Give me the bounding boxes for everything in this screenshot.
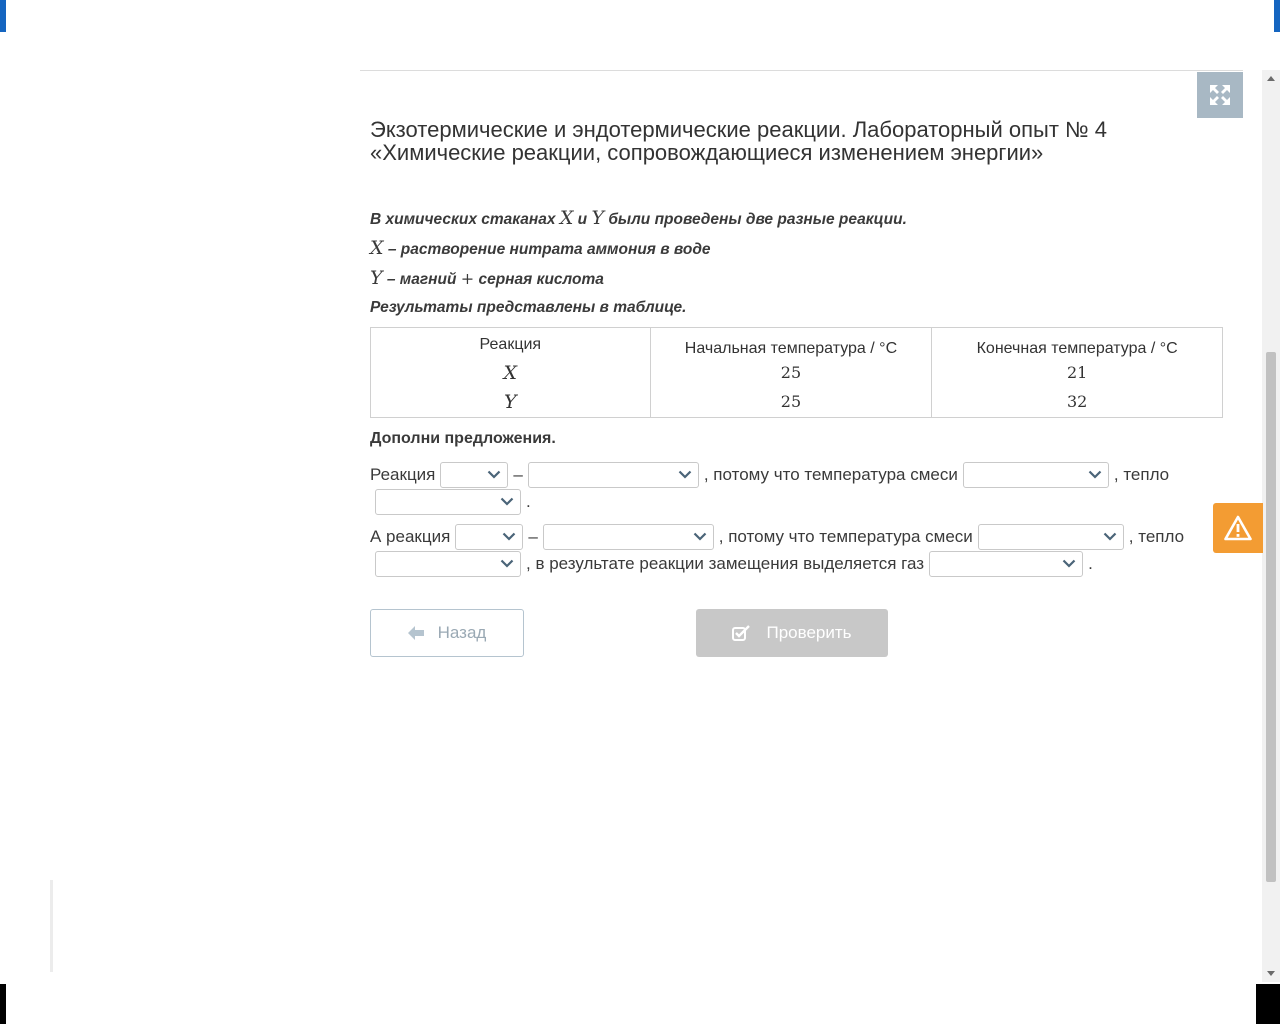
sentence2-dash: – xyxy=(528,526,538,546)
scroll-thumb[interactable] xyxy=(1266,352,1276,882)
sentence2-end: . xyxy=(1088,553,1093,573)
sentence1-dash: – xyxy=(513,464,523,484)
variable-y: Y xyxy=(370,267,383,289)
task-intro-end: были проведены две разные реакции. xyxy=(604,211,907,228)
y-description-end: серная кислота xyxy=(474,271,604,288)
plus-sign: + xyxy=(460,269,475,288)
sentence1-reaction-word: Реакция xyxy=(370,464,436,484)
header-accent-right xyxy=(1274,0,1280,32)
sentence-2 xyxy=(370,523,1223,577)
chevron-down-icon xyxy=(678,470,692,479)
results-note-text: Результаты представлены в таблице. xyxy=(370,299,687,316)
y-description-text: – магний xyxy=(382,271,461,288)
table-header-start-temp: Начальная температура / °C xyxy=(650,328,932,358)
sentence1-type-select[interactable] xyxy=(528,462,699,488)
page-title-line2: «Химические реакции, сопровождающиеся изменением энергии» xyxy=(370,140,1044,165)
scroll-up-arrow[interactable] xyxy=(1262,70,1280,86)
header-accent-left xyxy=(0,0,6,32)
results-table xyxy=(370,327,1223,418)
results-note xyxy=(370,297,1223,327)
task-intro-text: В химических стаканах xyxy=(370,211,560,228)
task-description xyxy=(370,207,1223,327)
task-y-description xyxy=(370,267,1223,297)
sentence2-type-select[interactable] xyxy=(543,524,714,550)
variable-y: Y xyxy=(591,207,605,229)
chevron-down-icon xyxy=(500,497,514,506)
x-description-text: – растворение нитрата аммония в воде xyxy=(383,241,711,258)
chevron-down-icon xyxy=(1103,532,1117,541)
sentence2-gas-text: , в результате реакции замещения выделяется газ xyxy=(526,553,925,573)
sentence1-heat-select[interactable] xyxy=(375,489,521,515)
task-intro xyxy=(370,207,1223,237)
sentence1-temperature-select[interactable] xyxy=(963,462,1109,488)
footer-edge-right xyxy=(1256,984,1280,1024)
vertical-scrollbar[interactable] xyxy=(1262,70,1280,982)
sidebar-divider xyxy=(50,880,53,972)
sentence2-heat-text: , тепло xyxy=(1128,526,1185,546)
table-row xyxy=(371,358,1223,388)
fullscreen-button[interactable] xyxy=(1197,72,1243,118)
table-cell-end: 32 xyxy=(1066,392,1088,412)
table-cell-end: 21 xyxy=(1066,362,1088,382)
sentence1-end: . xyxy=(526,491,531,511)
sentence2-reaction-word: А реакция xyxy=(370,526,451,546)
table-cell-start: 25 xyxy=(780,362,802,382)
expand-arrows-icon xyxy=(1208,83,1232,107)
sentence2-gas-select[interactable] xyxy=(929,551,1083,577)
check-button[interactable] xyxy=(696,609,888,657)
sentence2-temperature-select[interactable] xyxy=(978,524,1124,550)
table-header-reaction: Реакция xyxy=(371,328,651,358)
sentence2-heat-select[interactable] xyxy=(375,551,521,577)
page-title-line1: Экзотермические и эндотермические реакции. Лабораторный опыт № 4 xyxy=(370,117,1107,142)
variable-x: X xyxy=(370,237,384,259)
page-title xyxy=(370,118,1223,164)
table-header-end-temp: Конечная температура / °C xyxy=(932,328,1223,358)
table-header-row xyxy=(371,328,1223,358)
chevron-down-icon xyxy=(500,559,514,568)
variable-x: X xyxy=(559,207,574,229)
chevron-down-icon xyxy=(1088,470,1102,479)
footer-edge-left xyxy=(0,984,6,1024)
back-button[interactable] xyxy=(370,609,524,657)
footer-area xyxy=(0,984,1280,1024)
complete-sentences-label: Дополни предложения. xyxy=(370,430,556,447)
table-row xyxy=(371,388,1223,418)
check-button-label: Проверить xyxy=(766,623,852,642)
table-cell-reaction: X xyxy=(503,361,518,384)
task-intro-and: и xyxy=(573,211,592,228)
sentence1-reaction-select[interactable] xyxy=(440,462,508,488)
sentence1-heat-text: , тепло xyxy=(1113,464,1170,484)
sentence2-because-text: , потому что температура смеси xyxy=(718,526,973,546)
scroll-down-arrow[interactable] xyxy=(1262,966,1280,982)
table-cell-start: 25 xyxy=(780,392,802,412)
table-cell-reaction: Y xyxy=(504,391,517,414)
warning-triangle-icon xyxy=(1224,515,1252,541)
checkbox-check-icon xyxy=(732,625,750,641)
chevron-down-icon xyxy=(693,532,707,541)
sentence-1 xyxy=(370,461,1223,515)
chevron-down-icon xyxy=(487,470,501,479)
chevron-down-icon xyxy=(502,532,516,541)
header-divider xyxy=(360,70,1243,71)
sentence1-because-text: , потому что температура смеси xyxy=(703,464,958,484)
arrow-left-icon xyxy=(408,626,424,640)
sentence2-reaction-select[interactable] xyxy=(455,524,523,550)
chevron-down-icon xyxy=(1062,559,1076,568)
task-x-description xyxy=(370,237,1223,267)
back-button-label: Назад xyxy=(437,623,487,642)
